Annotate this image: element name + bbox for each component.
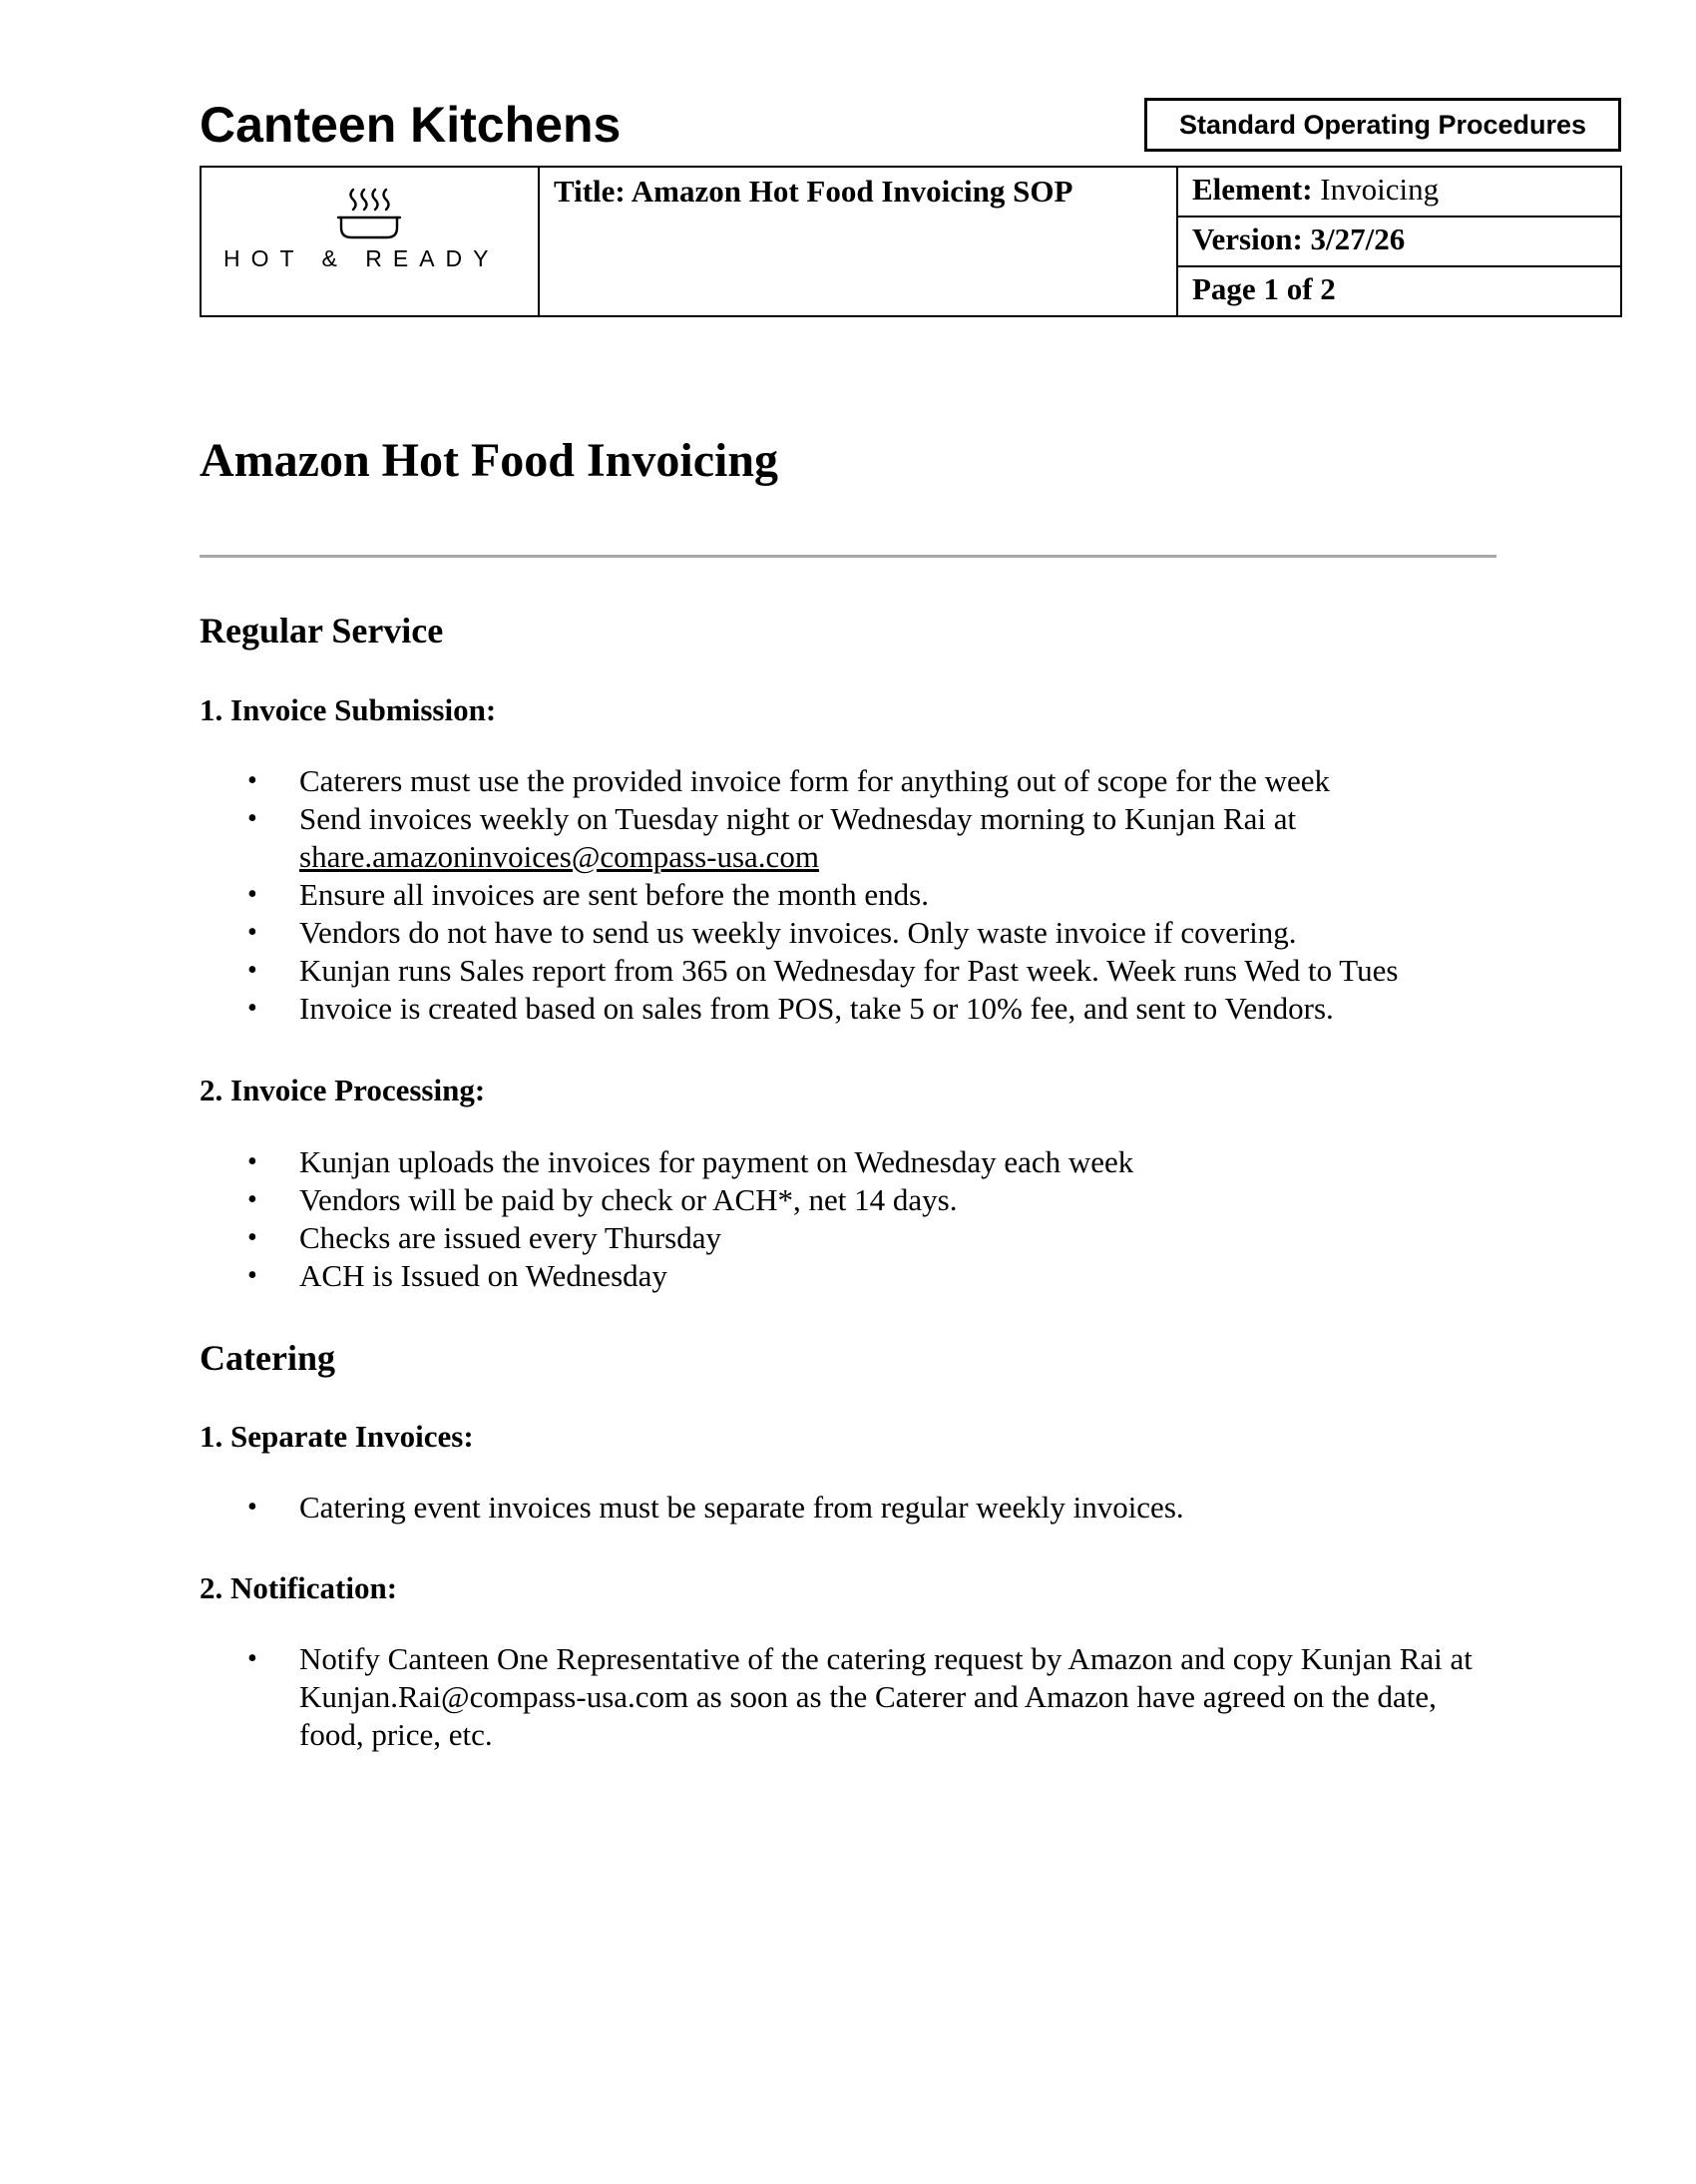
section-heading-catering: Catering — [200, 1338, 335, 1378]
element-cell — [1177, 167, 1621, 217]
version-cell — [1177, 217, 1621, 266]
list-item: • Kunjan runs Sales report from 365 on Wednesday for Past week. Week runs Wed to Tues — [200, 952, 1506, 990]
element-value: Invoicing — [1320, 172, 1440, 207]
subheading-invoice-submission: 1. Invoice Submission: — [200, 692, 497, 727]
list-item: • Invoice is created based on sales from POS, take 5 or 10% fee, and sent to Vendors. — [200, 990, 1506, 1028]
list-item: • Vendors will be paid by check or ACH*, net 14 days. — [200, 1181, 1506, 1219]
logo-cell — [201, 167, 539, 316]
submission-email-link[interactable]: share.amazoninvoices@compass-usa.com — [299, 839, 819, 874]
page-cell — [1177, 266, 1621, 316]
horizontal-rule — [200, 555, 1496, 558]
list-item: • ACH is Issued on Wednesday — [200, 1257, 1506, 1295]
steaming-dish-icon — [331, 186, 407, 241]
list-item: • Catering event invoices must be separate from regular weekly invoices. — [200, 1489, 1506, 1527]
list-invoice-processing — [200, 1143, 1506, 1295]
list-item: • Vendors do not have to send us weekly invoices. Only waste invoice if covering. — [200, 914, 1506, 952]
list-separate-invoices — [200, 1489, 1506, 1527]
subheading-notification: 2. Notification: — [200, 1570, 398, 1605]
page-number: Page 1 of 2 — [1192, 271, 1336, 306]
list-item: • Kunjan uploads the invoices for payment on Wednesday each week — [200, 1143, 1506, 1181]
list-item: • Send invoices weekly on Tuesday night or Wednesday morning to Kunjan Rai at share.amazoninvoices@compass-usa.com — [200, 800, 1506, 876]
logo-text: HOT & READY — [223, 245, 500, 271]
list-item: • Checks are issued every Thursday — [200, 1219, 1506, 1257]
list-notification — [200, 1640, 1506, 1754]
company-name: Canteen Kitchens — [200, 97, 622, 153]
subheading-invoice-processing: 2. Invoice Processing: — [200, 1073, 486, 1107]
section-heading-regular-service: Regular Service — [200, 611, 444, 651]
list-item: • Caterers must use the provided invoice form for anything out of scope for the week — [200, 762, 1506, 800]
subheading-separate-invoices: 1. Separate Invoices: — [200, 1419, 474, 1454]
sop-title: Title: Amazon Hot Food Invoicing SOP — [554, 174, 1073, 209]
list-item: • Notify Canteen One Representative of the catering request by Amazon and copy Kunjan Rai at Kunjan.Rai@compass-usa.com as soon as the Caterer and Amazon have agreed on the date, food, price, etc. — [200, 1640, 1506, 1754]
sop-label-box — [1144, 98, 1621, 152]
header-table — [200, 166, 1622, 317]
element-label: Element: — [1192, 172, 1313, 207]
list-invoice-submission — [200, 762, 1506, 1028]
document-title: Amazon Hot Food Invoicing — [200, 434, 779, 487]
version: Version: 3/27/26 — [1192, 221, 1406, 256]
list-item: • Ensure all invoices are sent before the month ends. — [200, 876, 1506, 914]
sop-label: Standard Operating Procedures — [1178, 109, 1587, 140]
sop-title-cell — [539, 167, 1177, 316]
